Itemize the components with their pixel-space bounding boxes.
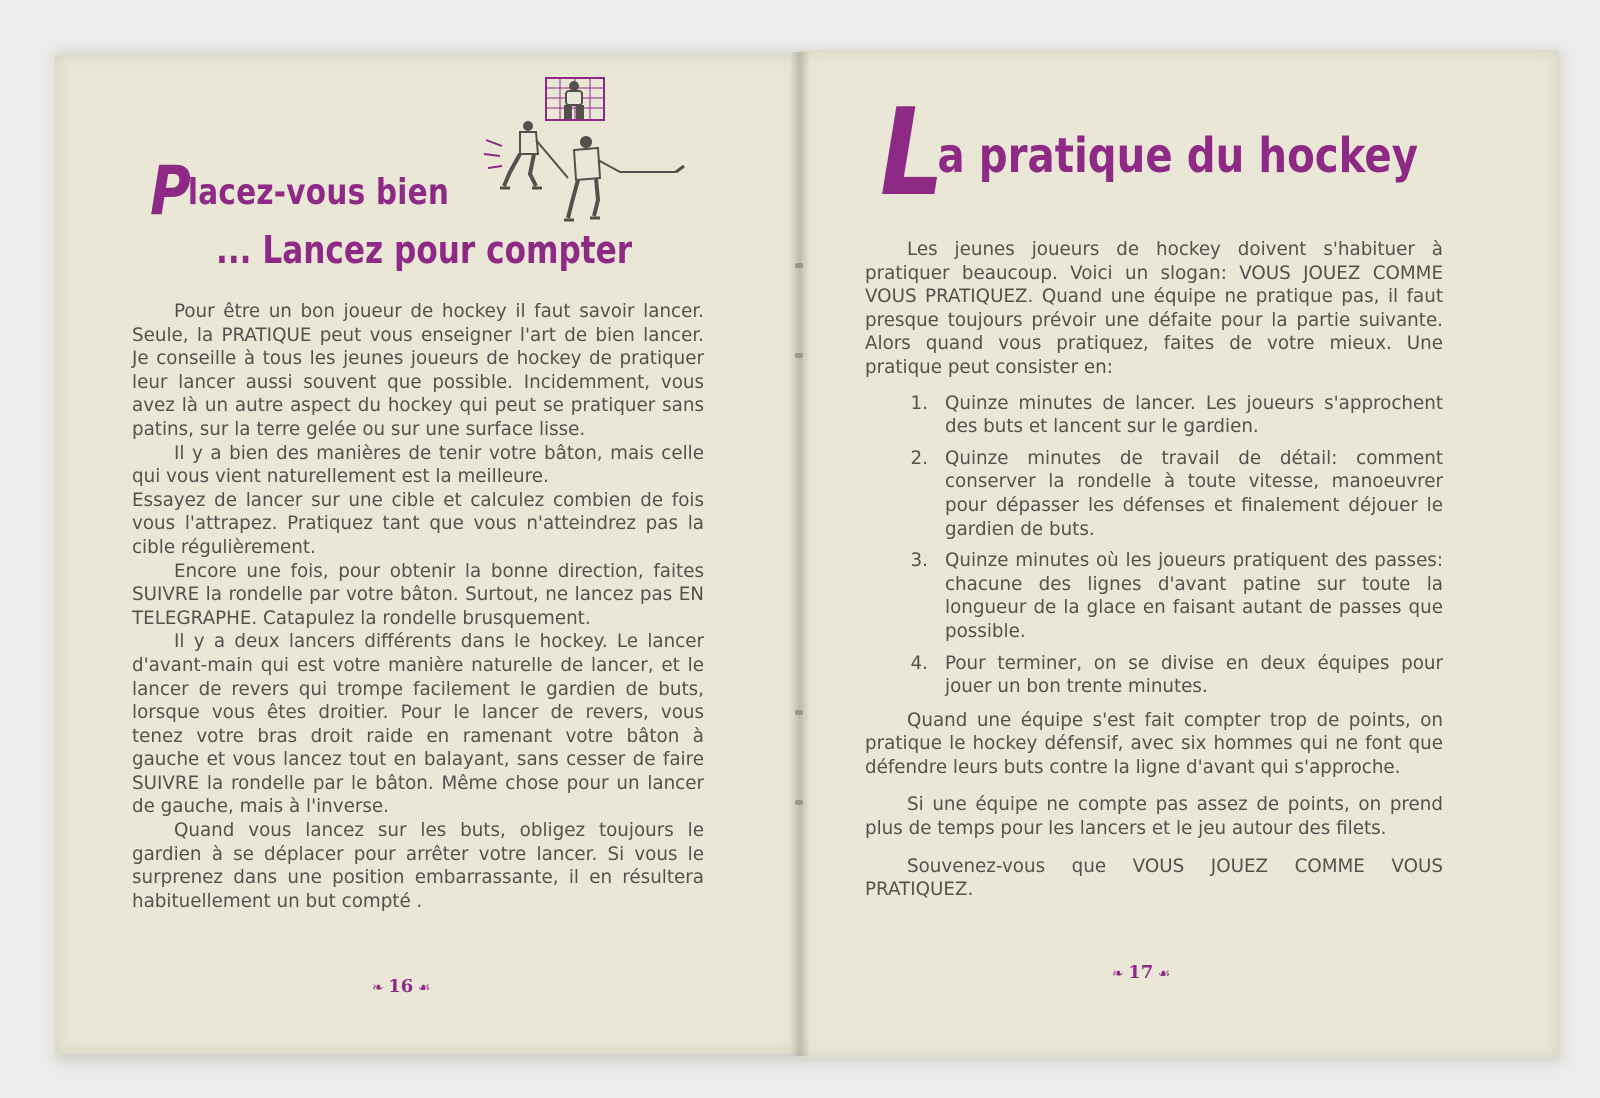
list-item: [865, 392, 1443, 439]
right-page-number: [1112, 962, 1170, 983]
left-paragraph-2: Il y a bien des manières de tenir votre bâton, mais celle qui vous vient naturellement est la meilleure.: [132, 442, 704, 488]
scroll-ornament-icon: ❧: [372, 980, 389, 996]
staple-upper: [795, 353, 803, 358]
left-page-number-value: 16: [388, 976, 414, 997]
list-item-text: Quinze minutes où les joueurs pratiquent des passes: chacune des lignes d'avant patine sur toute la longueur de la glace en faisant autant de passes que possible.: [945, 550, 1443, 642]
right-body-text: [865, 238, 1443, 902]
left-paragraph-5: Il y a deux lancers différents dans le hockey. Le lancer d'avant-main qui est votre manière naturelle de lancer, et le lancer de revers qui trompe facilement le gardien de buts, lorsque vous êtes droitier. Pour le lancer de revers, vous tenez votre bras droit raide en ramenant votre bâton à gauche et vous lancez tout en balayant, sans cesser de faire SUIVRE la rondelle par le bâton. Même chose pour un lancer de gauche, mais à l'inverse.: [132, 631, 704, 818]
left-title-line1: [150, 152, 449, 231]
right-title-initial: L: [880, 84, 945, 223]
left-title-line2: ... Lancez pour compter: [216, 228, 633, 272]
right-paragraph-2: Si une équipe ne compte pas assez de points, on prend plus de temps pour les lancers et le jeu autour des filets.: [865, 794, 1443, 840]
list-item-text: Quinze minutes de lancer. Les joueurs s'approchent des buts et lancent sur le gardien.: [945, 392, 1443, 438]
booklet-spine: [790, 52, 810, 1056]
motion-lines-icon: [484, 140, 502, 168]
list-item: [865, 549, 1443, 643]
practice-list: [865, 392, 1443, 699]
staple-bottom: [795, 800, 803, 805]
right-title-rest: a pratique du hockey: [937, 128, 1419, 184]
list-item: [865, 447, 1443, 541]
left-body-text: [132, 300, 704, 913]
staple-lower: [795, 710, 803, 715]
list-item-text: Pour terminer, on se divise en deux équipes pour jouer un bon trente minutes.: [945, 652, 1443, 698]
scroll-ornament-icon: ☙: [1153, 966, 1171, 982]
right-paragraph-3: Souvenez-vous que VOUS JOUEZ COMME VOUS PRATIQUEZ.: [865, 855, 1443, 901]
right-paragraph-1: Quand une équipe s'est fait compter trop de points, on pratique le hockey défensif, avec six hommes qui ne font que défendre leurs buts contre la ligne d'avant qui s'approche.: [865, 709, 1443, 778]
list-item-text: Quinze minutes de travail de détail: comment conserver la rondelle à toute vitesse, manoeuvrer pour dépasser les défenses et finalement déjouer le gardien de buts.: [945, 447, 1443, 540]
scroll-ornament-icon: ☙: [413, 980, 431, 996]
left-paragraph-6: Quand vous lancez sur les buts, obligez toujours le gardien à se déplacer pour arrêter votre lancer. Si vous le surprenez dans une position embarrassante, il en résultera habituellement un but compté .: [132, 820, 704, 912]
list-item-number: 2.: [910, 447, 928, 469]
scroll-ornament-icon: ❧: [1112, 966, 1129, 982]
left-title-initial: P: [150, 152, 192, 231]
left-paragraph-4: Encore une fois, pour obtenir la bonne direction, faites SUIVRE la rondelle par votre bâton. Surtout, ne lancez pas EN TELEGRAPHE. Catapulez la rondelle brusquement.: [132, 560, 704, 629]
skater-2-icon: [564, 136, 684, 220]
skater-1-icon: [500, 121, 568, 188]
list-item-number: 3.: [910, 550, 928, 572]
left-paragraph-3: Essayez de lancer sur une cible et calculez combien de fois vous l'attrapez. Pratiquez tant que vous n'atteindrez pas la cible régulièrement.: [132, 489, 704, 558]
staple-top: [795, 263, 803, 268]
hockey-players-illustration: [480, 74, 690, 229]
left-paragraph-1: Pour être un bon joueur de hockey il faut savoir lancer. Seule, la PRATIQUE peut vous enseigner l'art de bien lancer. Je conseille à tous les jeunes joueurs de hockey de pratiquer leur lancer aussi souvent que possible. Incidemment, vous avez là un autre aspect du hockey qui peut se pratiquer sans patins, sur la terre gelée ou sur une surface lisse.: [132, 301, 704, 440]
right-title: [880, 84, 1418, 223]
left-title-rest: lacez-vous bien: [187, 172, 450, 213]
left-page-number: [372, 976, 430, 997]
list-item-number: 4.: [910, 652, 928, 674]
goalie-icon: [564, 81, 584, 119]
right-page-number-value: 17: [1128, 962, 1154, 983]
right-intro: Les jeunes joueurs de hockey doivent s'habituer à pratiquer beaucoup. Voici un slogan: VOUS JOUEZ COMME VOUS PRATIQUEZ. Quand une équipe ne pratique pas, il faut presque toujours prévoir une défaite pour la partie suivante. Alors quand vous pratiquez, faites de votre mieux. Une pratique peut consister en:: [865, 239, 1443, 378]
list-item: [865, 652, 1443, 699]
list-item-number: 1.: [910, 392, 928, 414]
